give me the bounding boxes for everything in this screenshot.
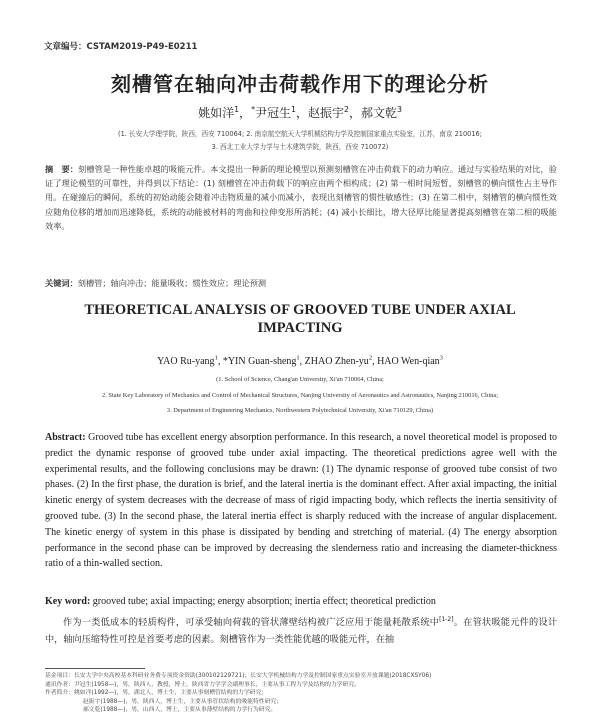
body-paragraph: 作为一类低成本的轻质构件，可承受轴向荷载的管状薄壁结构被广泛应用于能量耗散系统中[1-2]。在管状吸能元件的设计中，轴向压缩特性可控是首要考虑的因素。刻槽管作为一类性能优越的吸能元件，在抽 xyxy=(45,615,558,645)
english-keywords-text: grooved tube; axial impacting; energy absorption; inertia effect; theoretical prediction xyxy=(92,596,436,607)
chinese-abstract xyxy=(45,162,557,233)
chinese-keywords xyxy=(45,278,557,289)
english-title-line-1: THEORETICAL ANALYSIS OF GROOVED TUBE UNDER AXIAL xyxy=(84,302,516,318)
chinese-title: 刻槽管在轴向冲击荷载作用下的理论分析 xyxy=(111,72,489,96)
footnote-corresponding-author: 通讯作者：尹冠生(1958—)，男，陕西人，教授，博士，陕西省力学学会副理事长，主要从事工程力学及结构的力学研究。 xyxy=(45,681,360,688)
english-keywords-label: Key word: xyxy=(45,596,91,607)
chinese-abstract-text: 刻槽管是一种性能卓越的吸能元件。本文提出一种新的理论模型以预测刻槽管在冲击荷载下的动力响应。通过与实验结果的对比，验证了理论模型的可靠性，并得到以下结论：(1) 刻槽管在冲击荷载下的响应由两个相构成；(2) 第一相时间短暂，刻槽管的横向惯性占主导作用。在碰撞后的瞬间，系统的初始动能会随着冲击物质量的减小而减小，表现出刻槽管的惯性敏感性；(3) 在第二相中，刻槽管的横向惯性效应随角位移的增加而迅速降低，系统的动能被材料的弯曲和拉伸变形所消耗；(4) 减小长细比，增大径厚比能显著提高刻槽管在第二相的吸能效率。 xyxy=(45,164,557,231)
english-affiliation-2: 2. State Key Laboratory of Mechanics and Control of Mechanical Structures, Nanjing University of Aeronautics and Astronautics, Nanjing 210016, China; xyxy=(102,392,498,399)
english-keywords xyxy=(45,596,557,607)
chinese-authors: 姚如洋$^1$，*尹冠生$^1$，赵振宇$^2$，郝文乾$^3$ xyxy=(198,105,402,120)
english-abstract-label: Abstract: xyxy=(45,432,86,443)
english-affiliation-1: (1. School of Science, Chang'an University, Xi'an 710064, China; xyxy=(216,376,384,383)
english-authors: YAO Ru-yang$^1$, *YIN Guan-sheng$^1$, ZHAO Zhen-$yu^2$, HAO Wen-qian$^3$ xyxy=(157,354,443,367)
footnote-author-bio: 作者简介：姚如洋(1992—)，男，湖北人，博士生，主要从事刻槽管结构的力学研究； xyxy=(45,690,268,697)
english-title xyxy=(40,301,560,337)
footnote-author-bio: 郝文乾(1988—)，男，山西人，博士，主要从事薄壁结构的力学行为研究。 xyxy=(83,707,277,714)
english-abstract-text: Grooved tube has excellent energy absorption performance. In this research, a novel theoretical model is proposed to predict the dynamic response of grooved tube under axial impacting. The theoretical predictions agree well with the experimental results, and the following conclusions may be drawn: (1) The dynamic response of grooved tube consist of two phases. (2) In the first phase, the duration is brief, and the lateral inertia is the dominant effect. After axial impacting, the initial kinetic energy of system decreases with the decrease of mass of rigid impacting body, which reflects the inertia sensitivity of grooved tube. (3) In the second phase, the lateral inertia effect is sharply reduced with the increase of angular displacement. The kinetic energy of system in this phase is dissipated by bending and stretching of material. (4) The energy absorption performance in the second phase can be improved by decreasing the slenderness ratio and increasing the diameter-thickness ratio of a thin-walled section. xyxy=(45,432,557,570)
article-id: 文章编号：CSTAM2019-P49-E0211 xyxy=(44,42,198,52)
footnotes xyxy=(45,672,557,715)
english-affiliation-3: 3. Department of Engineering Mechanics, Northwestern Polytechnical University, Xi'an 710129, China) xyxy=(166,407,434,414)
footnote-author-bio: 赵振宇(1988—)，男，陕西人，博士生，主要从事管状结构的吸能特性研究； xyxy=(83,698,282,705)
english-title-line-2: IMPACTING xyxy=(257,320,343,336)
footnote-divider xyxy=(45,668,145,669)
chinese-keywords-label: 关键词： xyxy=(45,278,78,288)
chinese-abstract-label: 摘 要： xyxy=(45,164,79,174)
chinese-keywords-text: 刻槽管；轴向冲击；能量吸收；惯性效应；理论预测 xyxy=(77,278,267,288)
english-abstract xyxy=(45,430,557,572)
footnote-funding: 基金项目：长安大学中央高校基本科研业务费专项资金资助(300102129721)；长安大学机械结构力学及控制国家重点实验室开放课题(2018CXSY06) xyxy=(45,673,432,679)
chinese-affiliation-1: (1. 长安大学理学院，陕西，西安 710064; 2. 南京航空航天大学机械结构力学及控制国家重点实验室，江苏，南京 210016; xyxy=(118,130,482,138)
chinese-affiliation-2: 3. 西北工业大学力学与土木建筑学院，陕西，西安 710072) xyxy=(211,143,389,151)
